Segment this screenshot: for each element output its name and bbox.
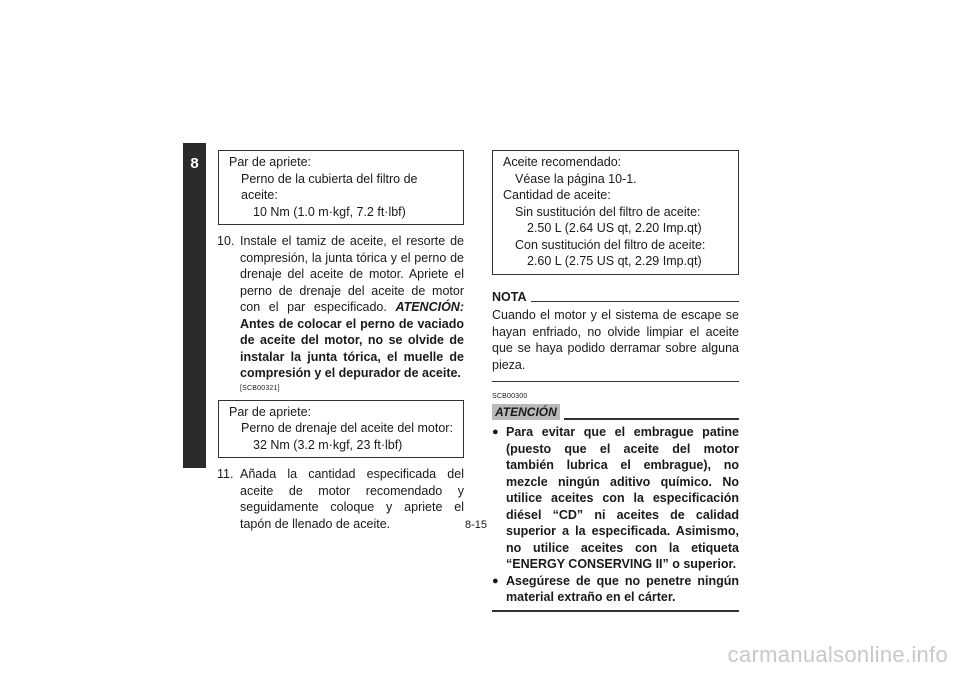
step-text: Añada la cantidad especificada del aceite de motor recomendado y seguidamente coloque y apriete el tapón de llenado de aceite. [240,467,464,531]
torque-box-title: Par de apriete: [229,404,311,419]
torque-spec-box-filter-cover [218,150,464,225]
warning-bullet [492,424,739,573]
left-column [218,150,464,532]
page-number: 8-15 [465,519,488,531]
warning-list [492,424,739,606]
step-text: Instale el tamiz de aceite, el resorte de compresión, la junta tórica y el perno de drenaje del aceite de motor. Apriete el perno de drenaje del aceite de motor con el par especificado. [240,234,464,314]
atencion-label: ATENCIÓN: [395,300,464,314]
warning-bullet-text: Asegúrese de que no penetre ningún material extraño en el cárter. [506,573,739,604]
warning-bullet [492,573,739,606]
torque-box-value: 32 Nm (3.2 m·kgf, 23 ft·lbf) [253,437,403,452]
oil-spec-line: Aceite recomendado: [503,155,622,169]
warning-header [492,404,739,420]
torque-box-title: Par de apriete: [229,155,311,169]
note-header [492,289,739,306]
oil-spec-box [492,150,739,275]
torque-box-value: 10 Nm (1.0 m·kgf, 7.2 ft·lbf) [253,204,406,219]
oil-spec-line: Sin sustitución del filtro de aceite: [515,204,701,219]
warning-reference-code: SCB00300 [492,393,528,400]
torque-spec-box-drain-bolt [218,400,464,459]
note-rule [531,301,740,302]
oil-spec-line: Cantidad de aceite: [503,188,611,202]
step-11 [218,466,464,532]
step-number: 10. [217,234,235,248]
torque-box-item: Perno de drenaje del aceite del motor: [241,421,453,435]
watermark-link[interactable]: carmanualsonline.info [727,642,948,667]
oil-spec-line: 2.60 L (2.75 US qt, 2.29 Imp.qt) [527,254,702,268]
right-column [492,150,739,612]
oil-spec-line: Con sustitución del filtro de aceite: [515,237,706,252]
warning-title: ATENCIÓN [492,404,560,420]
step-10 [218,233,464,382]
torque-box-item: Perno de la cubierta del filtro de aceite: [241,171,418,202]
warning-rule [564,418,739,420]
note-title: NOTA [492,289,527,304]
chapter-tab: 8 [183,143,206,468]
oil-spec-line: 2.50 L (2.64 US qt, 2.20 Imp.qt) [527,221,702,235]
bullet-icon: ● [492,426,499,438]
bullet-icon: ● [492,574,499,587]
warning-bullet-text: Para evitar que el embrague patine (puesto que el aceite del motor también lubrica el embrague), no mezcle ningún aditivo químico. No utilice aceites con la especificación diésel “CD” ni aceites de calidad superior a la especificada. Asimismo, no utilice aceites con la etiqueta “ENERGY CONSERVING II” o superior. [506,425,739,571]
step-number: 11. [217,467,234,481]
oil-spec-line: Véase la página 10-1. [515,171,637,186]
warning-end-rule [492,610,739,612]
atencion-text: Antes de colocar el perno de vaciado de aceite del motor, no se olvide de instalar la junta tórica, el muelle de compresión y el depurador de aceite. [240,316,464,380]
note-text: Cuando el motor y el sistema de escape se hayan enfriado, no olvide limpiar el aceite que se haya podido derramar sobre alguna pieza. [492,307,739,382]
reference-code: [SCB00321] [240,384,280,392]
